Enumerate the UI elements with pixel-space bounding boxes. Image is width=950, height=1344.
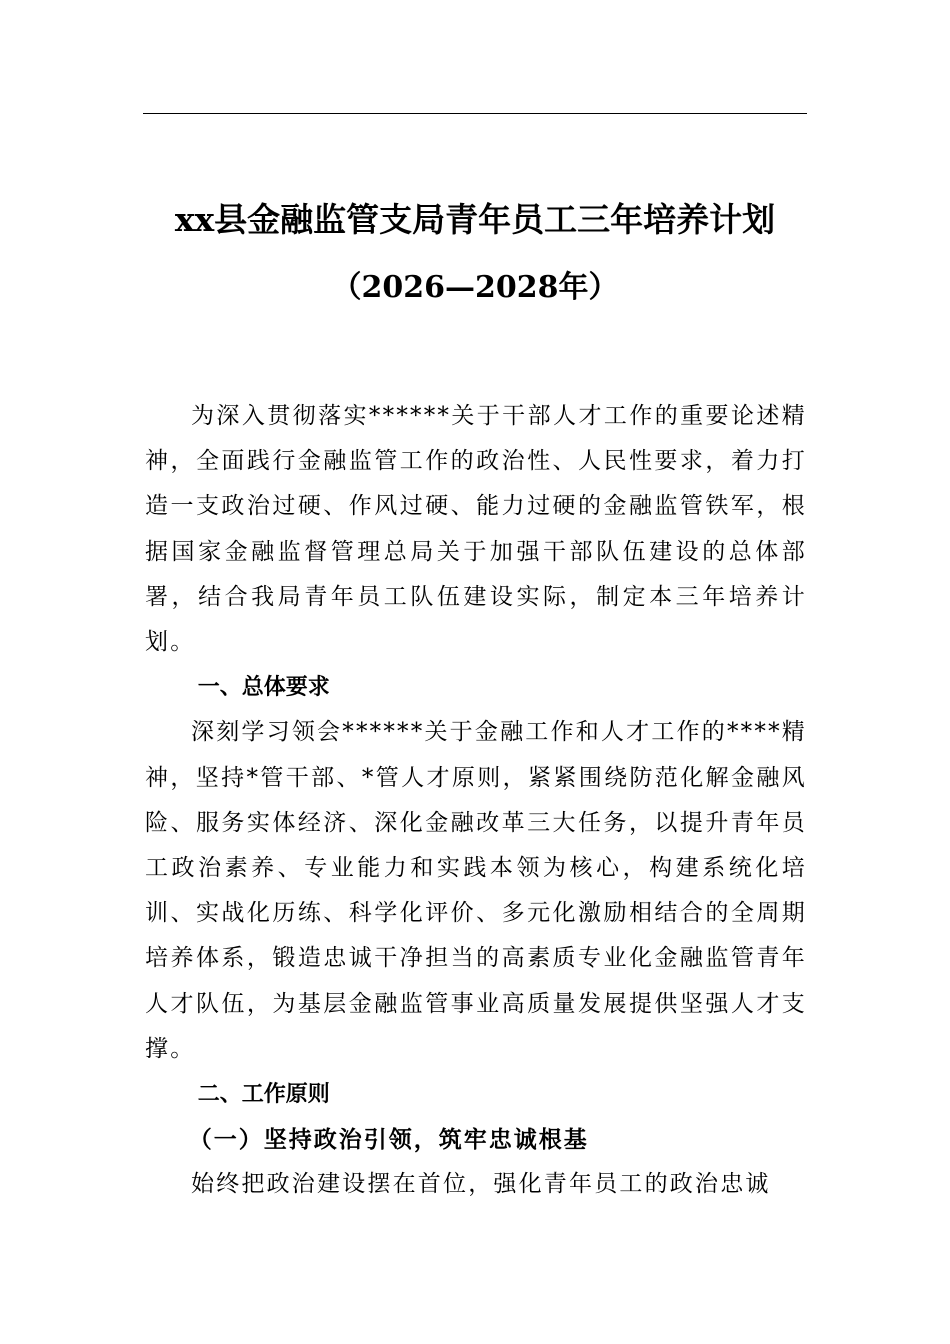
general-requirements-paragraph: 深刻学习领会******关于金融工作和人才工作的****精神，坚持*管干部、*管人才原则，紧紧围绕防范化解金融风险、服务实体经济、深化金融改革三大任务，以提升青年员工政治素养、专业能力和实践本领为核心，构建系统化培训、实战化历练、科学化评价、多元化激励相结合的全周期培养体系，锻造忠诚干净担当的高素质专业化金融监管青年人才队伍，为基层金融监管事业高质量发展提供坚强人才支撑。 — [145, 719, 807, 1062]
document-title: xx县金融监管支局青年员工三年培养计划 — [174, 200, 776, 239]
subsection-heading-political-leadership: （一）坚持政治引领，筑牢忠诚根基 — [188, 1126, 589, 1154]
section-heading-general-requirements: 一、总体要求 — [197, 675, 330, 701]
section-heading-work-principles: 二、工作原则 — [197, 1082, 330, 1108]
intro-paragraph: 为深入贯彻落实******关于干部人才工作的重要论述精神，全面践行金融监管工作的政治性、人民性要求，着力打造一支政治过硬、作风过硬、能力过硬的金融监管铁军，根据国家金融监督管理总局关于加强干部队伍建设的总体部署，结合我局青年员工队伍建设实际，制定本三年培养计划。 — [145, 403, 807, 656]
document-subtitle: （2026—2028年） — [331, 270, 619, 305]
political-leadership-paragraph: 始终把政治建设摆在首位，强化青年员工的政治忠诚 — [191, 1171, 771, 1198]
header-rule — [143, 113, 807, 114]
document-body — [145, 394, 807, 1208]
